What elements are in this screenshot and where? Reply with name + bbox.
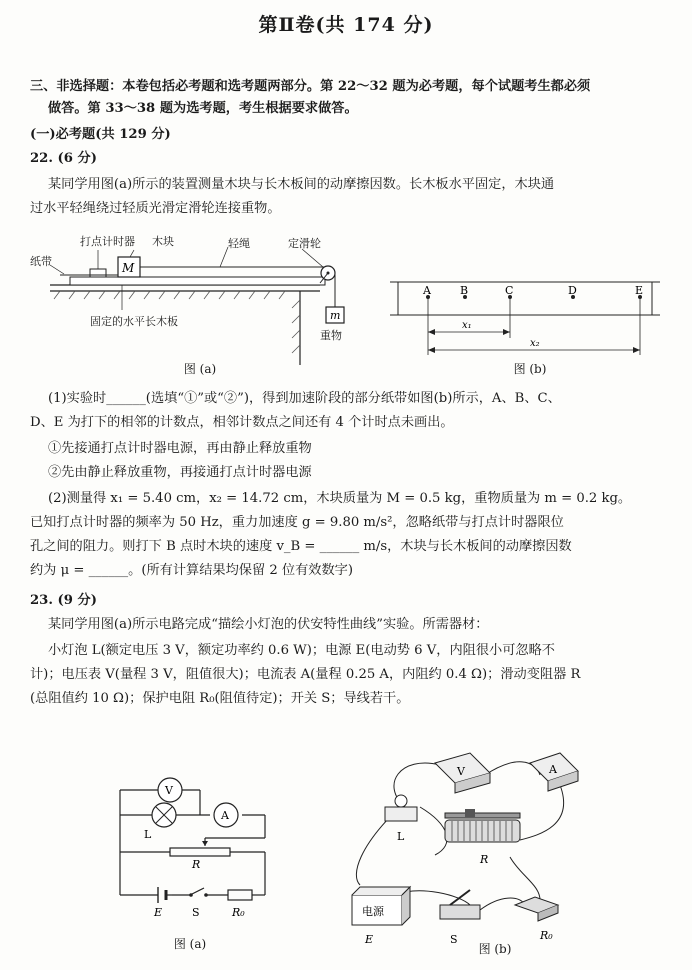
tape-label-B: B (460, 284, 469, 297)
q22-para2: 过水平轻绳绕过轻质光滑定滑轮连接重物。 (30, 201, 281, 216)
tape-label-A: A (423, 284, 431, 297)
apparatus-drawing (340, 745, 580, 965)
q22-number: 22. (6 分) (30, 151, 97, 166)
block-M-label: M (122, 261, 135, 275)
q22-fig-b-caption: 图 (b) (513, 362, 547, 376)
q22-sub1-line2: D、E 为打下的相邻的计数点，相邻计数点之间还有 4 个计时点未画出。 (30, 415, 454, 430)
board-label: 固定的水平长木板 (90, 315, 178, 328)
q22-figure-a (30, 225, 370, 375)
circuit-schematic (110, 760, 280, 960)
q23-figure-b (340, 745, 580, 965)
switch-S-label: S (192, 906, 200, 919)
required-heading: (一)必考题(共 129 分) (30, 127, 171, 142)
timer-label: 打点计时器 (80, 235, 135, 248)
voltmeter-device-V: V (457, 765, 465, 778)
section-intro-line1: 三、非选择题：本卷包括必考题和选考题两部分。第 22～32 题为必考题，每个试题考生都必须 (30, 79, 591, 94)
resistor-device-R0: R₀ (540, 929, 553, 942)
block-label: 木块 (152, 235, 174, 248)
resistor-R0-label: R₀ (232, 906, 245, 919)
q22-sub2-line4: 约为 μ = ______。(所有计算结果均保留 2 位有效数字) (30, 563, 354, 578)
q22-option-1: ①先接通打点计时器电源，再由静止释放重物 (48, 441, 312, 456)
rheostat-device-R: R (480, 853, 489, 866)
q23-fig-a-caption: 图 (a) (173, 937, 207, 951)
lamp-device-L: L (397, 830, 405, 843)
q23-para2: 小灯泡 L(额定电压 3 V，额定功率约 0.6 W)；电源 E(电动势 6 V，内阻很小可忽略不 (48, 643, 555, 658)
tape-label: 纸带 (30, 255, 52, 268)
q22-sub2-line1: (2)测量得 x₁ = 5.40 cm，x₂ = 14.72 cm，木块质量为 M = 0.5 kg，重物质量为 m = 0.2 kg。 (48, 491, 632, 506)
ammeter-A: A (221, 809, 229, 822)
switch-device-S: S (450, 933, 458, 946)
tape-label-E: E (635, 284, 644, 297)
ammeter-device-A: A (549, 763, 557, 776)
rope-label: 轻绳 (228, 237, 250, 250)
lamp-L-label: L (144, 828, 152, 841)
q23-para3: 计)；电压表 V(量程 3 V，阻值很大)；电流表 A(量程 0.25 A，内阻约 0.4 Ω)；滑动变阻器 R (30, 667, 581, 682)
source-device-E: E (365, 933, 374, 946)
x2-label: x₂ (530, 338, 540, 349)
q22-para1: 某同学用图(a)所示的装置测量木块与长木板间的动摩擦因数。长木板水平固定，木块通 (48, 177, 555, 192)
q23-number: 23. (9 分) (30, 593, 97, 608)
lamp-holder (385, 807, 417, 821)
switch-device (440, 905, 480, 919)
q22-option-2: ②先由静止释放重物，再接通打点计时器电源 (48, 465, 312, 480)
power-supply-text: 电源 (362, 905, 384, 918)
tape-label-C: C (505, 284, 514, 297)
q23-para1: 某同学用图(a)所示电路完成“描绘小灯泡的伏安特性曲线”实验。所需器材： (48, 617, 489, 632)
rheostat-R-label: R (192, 858, 201, 871)
rheostat-device (445, 820, 520, 842)
page-title: 第Ⅱ卷(共 174 分) (258, 14, 434, 36)
q22-sub2-line2: 已知打点计时器的频率为 50 Hz，重力加速度 g = 9.80 m/s²，忽略纸带与打点计时器限位 (30, 515, 564, 530)
section-intro-line2: 做答。第 33～38 题为选考题，考生根据要求做答。 (48, 101, 358, 116)
weight-m-label: m (330, 309, 341, 322)
voltmeter-V: V (165, 784, 173, 797)
x1-label: x₁ (462, 320, 472, 331)
q23-para4: (总阻值约 10 Ω)；保护电阻 R₀(阻值待定)；开关 S；导线若干。 (30, 691, 410, 706)
source-E-label: E (154, 906, 163, 919)
q22-fig-a-caption: 图 (a) (183, 362, 217, 376)
q23-fig-b-caption: 图 (b) (478, 942, 512, 956)
weight-label: 重物 (320, 329, 342, 342)
q22-figure-b (390, 270, 670, 375)
pulley-label: 定滑轮 (288, 237, 321, 250)
q23-figure-a (110, 760, 280, 960)
q22-sub1-line1: (1)实验时______(选填“①”或“②”)，得到加速阶段的部分纸带如图(b)所示，A、B、C、 (48, 391, 561, 406)
tape-label-D: D (568, 284, 577, 297)
q22-sub2-line3: 孔之间的阻力。则打下 B 点时木块的速度 v_B = ______ m/s，木块与长木板间的动摩擦因数 (30, 539, 572, 554)
